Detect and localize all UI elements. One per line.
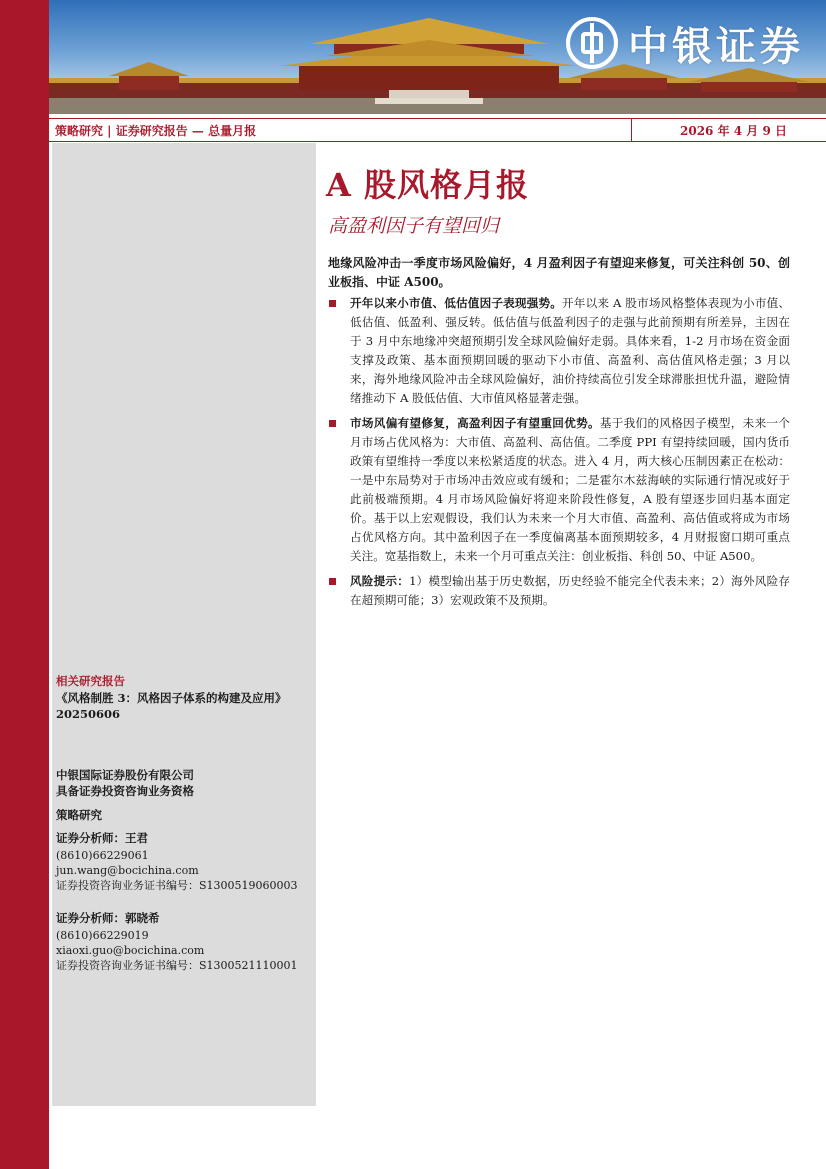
key-point-heading: 风险提示：	[350, 574, 410, 588]
header-banner	[49, 0, 826, 114]
analyst-cert: 证券投资咨询业务证书编号：S1300519060003	[56, 879, 298, 892]
report-lead: 地缘风险冲击一季度市场风险偏好，4 月盈利因子有望迎来修复，可关注科创 50、创业板指、中证 A500。	[328, 256, 790, 289]
analyst-cert: 证券投资咨询业务证书编号：S1300521110001	[56, 959, 298, 972]
related-report-date: 20250606	[56, 707, 121, 721]
analyst-block	[56, 831, 298, 893]
header-divider	[631, 119, 632, 141]
analyst-name: 证券分析师：王君	[56, 831, 148, 845]
brand-logo	[566, 14, 804, 72]
bullet-square-icon	[329, 300, 336, 307]
report-title: A 股风格月报	[326, 166, 529, 204]
analyst-block	[56, 911, 298, 973]
analyst-phone: (8610)66229019	[56, 929, 149, 942]
key-point-body: 开年以来 A 股市场风格整体表现为小市值、低估值、低盈利、强反转。低估值与低盈利因子的走强与此前预期有所差异，主因在于 3 月中东地缘冲突超预期引发全球风险偏好走弱。具体来看，1-2 月市场在资金面支撑及政策、基本面预期回暖的驱动下小市值、高盈利、高估值风格走强；3 月以来，海外地缘风险冲击全球风险偏好，油价持续高位引发全球滞胀担忧升温，避险情绪推动下 A 股低估值、大市值风格显著走强。	[350, 296, 790, 405]
related-report-item[interactable]: 《风格制胜 3：风格因子体系的构建及应用》	[56, 691, 287, 705]
report-subtitle: 高盈利因子有望回归	[328, 215, 500, 237]
brand-name: 中银证券	[628, 23, 804, 70]
key-points	[328, 294, 790, 616]
department: 策略研究	[56, 808, 102, 822]
key-point	[328, 294, 790, 408]
left-red-stripe	[0, 0, 49, 1169]
analyst-email[interactable]: xiaoxi.guo@bocichina.com	[56, 944, 205, 957]
bullet-square-icon	[329, 578, 336, 585]
report-date: 2026 年 4 月 9 日	[680, 124, 787, 138]
analyst-name: 证券分析师：郭晓希	[56, 911, 160, 925]
bullet-square-icon	[329, 420, 336, 427]
related-reports-title: 相关研究报告	[56, 674, 125, 688]
key-point-body: 基于我们的风格因子模型，未来一个月市场占优风格为：大市值、高盈利、高估值。二季度 PPI 有望持续回暖，国内货币政策有望维持一季度以来松紧适度的状态。进入 4 月，两大核心压制因素正在松动：一是中东局势对于市场冲击效应或有缓和；二是霍尔木兹海峡的实际通行情况或好于此前极端预期。4 月市场风险偏好将迎来阶段性修复，A 股有望逐步回归基本面定价。基于以上宏观假设，我们认为未来一个月大市值、高盈利、高估值或将成为市场占优风格方向。其中盈利因子在一季度偏离基本面预期较多，4 月财报窗口期可重点关注。宽基指数上，未来一个月可重点关注：创业板指、科创 50、中证 A500。	[350, 416, 790, 563]
company-qualification: 具备证券投资咨询业务资格	[56, 784, 194, 798]
analyst-phone: (8610)66229061	[56, 849, 149, 862]
key-point	[328, 572, 790, 610]
key-point-heading: 市场风偏有望修复，高盈利因子有望重回优势。	[350, 416, 600, 430]
analyst-email[interactable]: jun.wang@bocichina.com	[56, 864, 199, 877]
company-name: 中银国际证券股份有限公司	[56, 768, 194, 782]
report-category: 策略研究 | 证券研究报告 — 总量月报	[55, 124, 257, 138]
sidebar	[52, 143, 316, 1106]
boc-logo-icon	[566, 17, 618, 69]
key-point-body: 1）模型输出基于历史数据，历史经验不能完全代表未来；2）海外风险存在超预期可能；3）宏观政策不及预期。	[350, 574, 790, 607]
report-header-bar	[49, 118, 826, 142]
key-point	[328, 414, 790, 566]
key-point-heading: 开年以来小市值、低估值因子表现强势。	[350, 296, 563, 310]
